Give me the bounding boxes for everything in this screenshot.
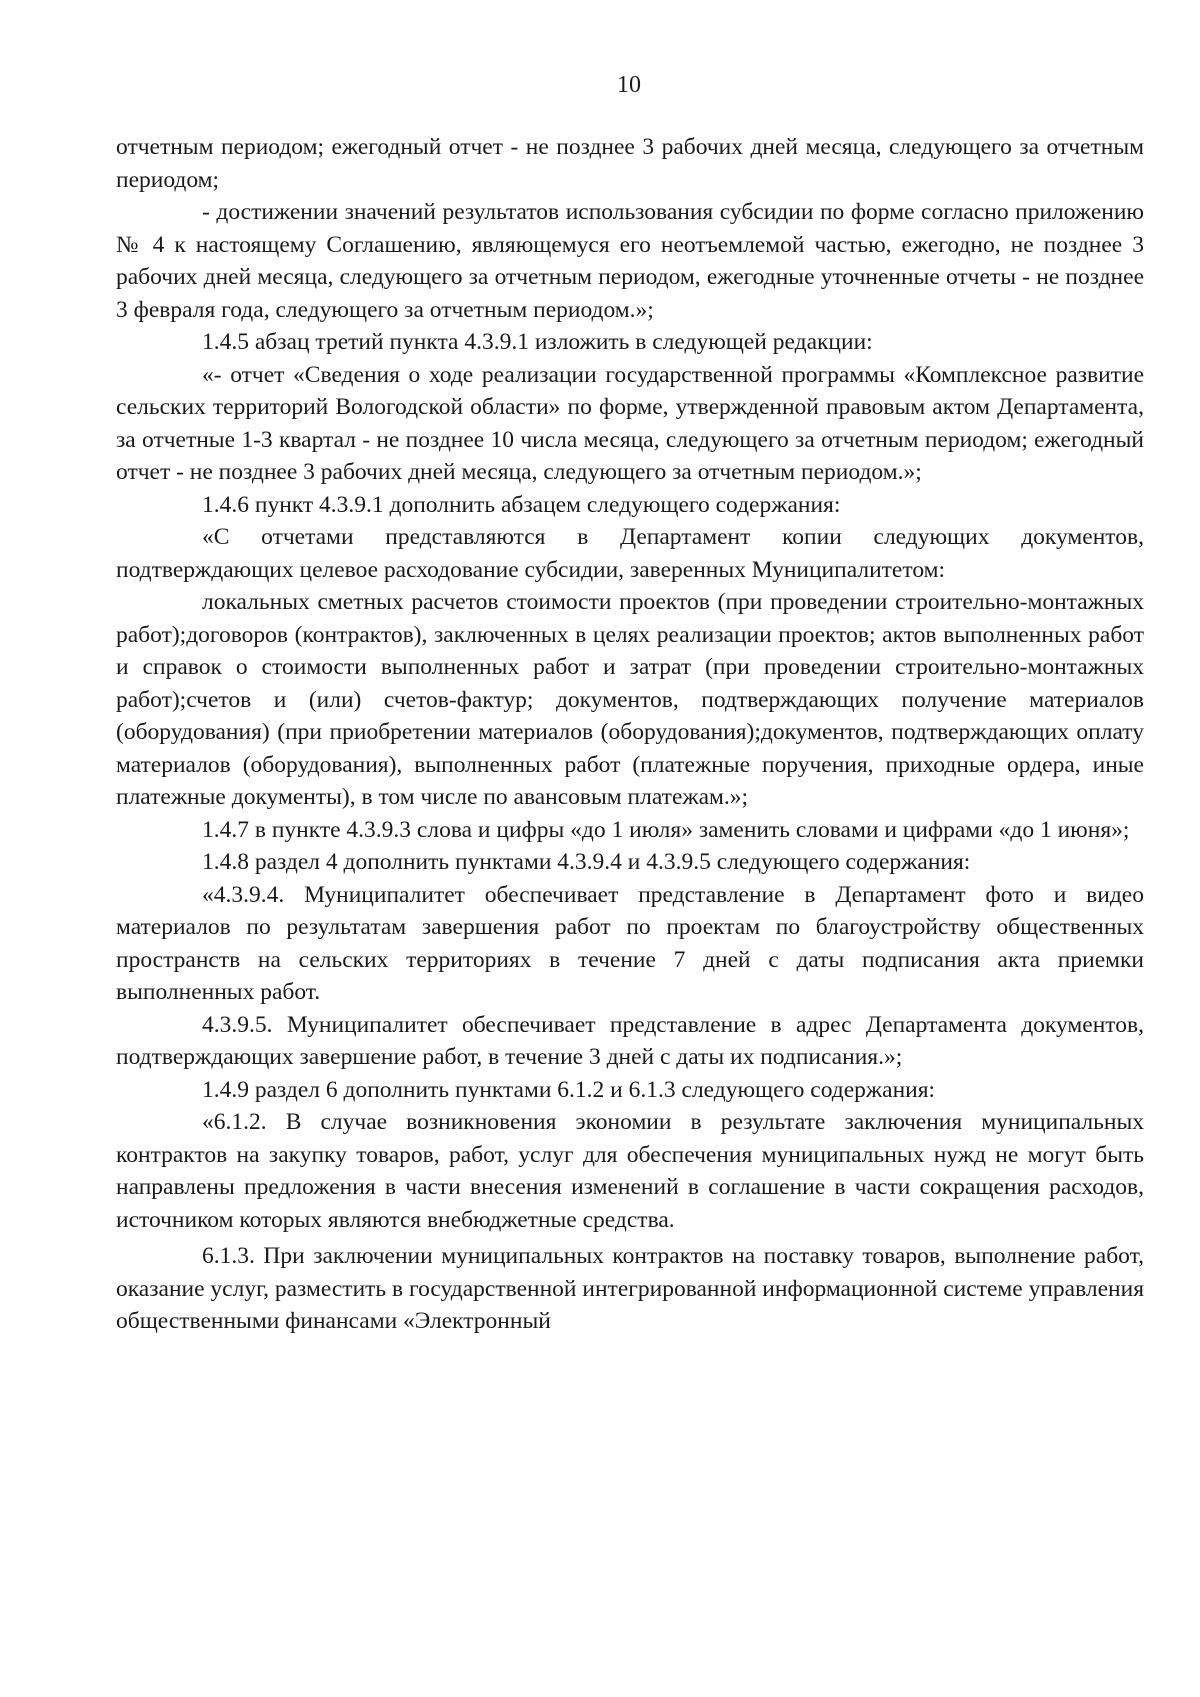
- paragraph-report-info: «- отчет «Сведения о ходе реализации государственной программы «Комплексное развитие сельских территорий Вологодской области» по форме, утвержденной правовым актом Департамента, за отчетные 1-3 квартал - не позднее 10 числа месяца, следующего за отчетным периодом; ежегодный отчет - не позднее 3 рабочих дней месяца, следующего за отчетным периодом.»;: [116, 361, 1144, 485]
- paragraph-6-1-2: «6.1.2. В случае возникновения экономии в результате заключения муниципальных контрактов на закупку товаров, работ, услуг для обеспечения муниципальных нужд не могут быть направлены предложения в части внесения изменений в соглашение в части сокращения расходов, источником которых являются внебюджетные средства.: [116, 1109, 1144, 1233]
- paragraph-document-list: локальных сметных расчетов стоимости проектов (при проведении строительно-монтажных работ);договоров (контрактов), заключенных в целях реализации проектов; актов выполненных работ и справок о стоимости выполненных работ и затрат (при проведении строительно-монтажных работ);счетов и (или) счетов-фактур; документов, подтверждающих получение материалов (оборудования) (при приобретении материалов (оборудования);документов, подтверждающих оплату материалов (оборудования), выполненных работ (платежные поручения, приходные ордера, иные платежные документы), в том числе по авансовым платежам.»;: [116, 589, 1144, 810]
- paragraph-1-4-5: 1.4.5 абзац третий пункта 4.3.9.1 изложить в следующей редакции:: [202, 329, 873, 355]
- paragraph-1-4-9: 1.4.9 раздел 6 дополнить пунктами 6.1.2 и 6.1.3 следующего содержания:: [202, 1076, 936, 1103]
- paragraph-1-4-6: 1.4.6 пункт 4.3.9.1 дополнить абзацем следующего содержания:: [202, 491, 841, 518]
- paragraph-results-achievement: - достижении значений результатов использования субсидии по форме согласно приложению № 4 к настоящему Соглашению, являющемуся его неотъемлемой частью, ежегодно, не позднее 3 рабочих дней месяца, следующего за отчетным периодом, ежегодные уточненные отчеты - не позднее 3 февраля года, следующего за отчетным периодом.»;: [116, 199, 1144, 323]
- paragraph-4-3-9-5: 4.3.9.5. Муниципалитет обеспечивает представление в адрес Департамента документов, подтверждающих завершение работ, в течение 3 дней с даты их подписания.»;: [116, 1011, 1144, 1070]
- paragraph-document-copies: «С отчетами представляются в Департамент копии следующих документов, подтверждающих целевое расходование субсидии, заверенных Муниципалитетом:: [116, 524, 1144, 583]
- page-number: 10: [617, 72, 641, 98]
- paragraph-1-4-7: 1.4.7 в пункте 4.3.9.3 слова и цифры «до 1 июля» заменить словами и цифрами «до 1 июня»;: [202, 816, 1130, 843]
- paragraph-reporting-period: отчетным периодом; ежегодный отчет - не позднее 3 рабочих дней месяца, следующего за отчетным периодом;: [116, 134, 1144, 193]
- paragraph-1-4-8: 1.4.8 раздел 4 дополнить пунктами 4.3.9.4 и 4.3.9.5 следующего содержания:: [202, 849, 971, 875]
- paragraph-6-1-3: 6.1.3. При заключении муниципальных контрактов на поставку товаров, выполнение работ, оказание услуг, разместить в государственной интегрированной информационной системе управления общественными финансами «Электронный: [116, 1243, 1144, 1334]
- document-body: [116, 131, 1144, 1338]
- paragraph-4-3-9-4: «4.3.9.4. Муниципалитет обеспечивает представление в Департамент фото и видео материалов по результатам завершения работ по проектам по благоустройству общественных пространств на сельских территориях в течение 7 дней с даты подписания акта приемки выполненных работ.: [116, 881, 1144, 1005]
